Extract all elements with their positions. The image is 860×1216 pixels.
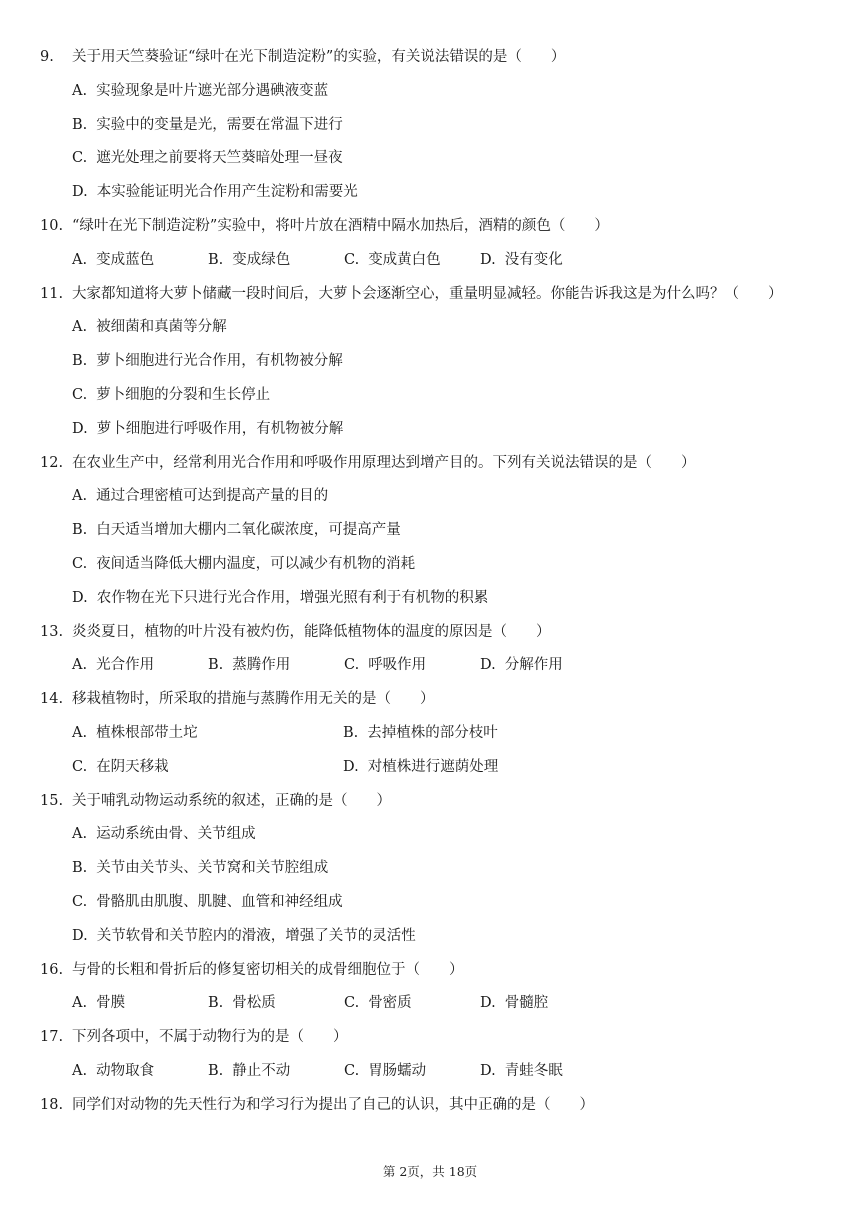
option-d (480, 654, 616, 676)
question-text: 下列各项中，不属于动物行为的是（ ） (72, 1029, 348, 1046)
option-line (40, 891, 816, 925)
question-11 (40, 283, 816, 452)
option-text: 萝卜细胞进行呼吸作用，有机物被分解 (96, 420, 344, 437)
option-letter: D. (72, 420, 88, 437)
option-letter: B. (72, 353, 88, 370)
option-text: 分解作用 (504, 657, 563, 674)
question-9 (40, 46, 816, 215)
option-letter: D. (72, 184, 88, 201)
option-text: 光合作用 (96, 657, 155, 674)
option-a (72, 80, 328, 102)
option-text: 被细菌和真菌等分解 (96, 319, 227, 336)
option-text: 通过合理密植可达到提高产量的目的 (96, 488, 329, 505)
option-line (40, 418, 816, 452)
option-d (72, 418, 343, 440)
option-line (40, 857, 816, 891)
option-text: 骨骼肌由肌腹、肌腱、血管和神经组成 (96, 893, 343, 910)
option-c (72, 147, 343, 169)
option-letter: C. (72, 150, 88, 167)
option-text: 夜间适当降低大棚内温度，可以减少有机物的消耗 (96, 555, 416, 572)
option-c (72, 384, 270, 406)
option-text: 运动系统由骨、关节组成 (96, 826, 256, 843)
option-line (40, 485, 816, 519)
option-letter: B. (208, 657, 224, 674)
option-text: 萝卜细胞进行光合作用，有机物被分解 (96, 353, 343, 370)
page-number-footer: 第 2页，共 18页 (382, 1164, 478, 1179)
option-b (208, 992, 344, 1014)
option-c (72, 553, 415, 575)
option-d (480, 992, 616, 1014)
question-stem (40, 46, 816, 80)
option-text: 白天适当增加大棚内二氧化碳浓度，可提高产量 (96, 522, 401, 539)
option-text: 青蛙冬眠 (504, 1062, 563, 1079)
option-letter: A. (72, 488, 88, 505)
question-15 (40, 790, 816, 959)
option-b (72, 114, 343, 136)
question-stem (40, 688, 816, 722)
option-line (40, 181, 816, 215)
option-letter: C. (344, 251, 360, 268)
option-text: 静止不动 (232, 1062, 291, 1079)
question-16 (40, 959, 816, 1027)
question-number: 9. (40, 49, 54, 65)
option-text: 关节由关节头、关节窝和关节腔组成 (96, 860, 329, 877)
option-c (72, 891, 343, 913)
question-number: 17. (40, 1029, 64, 1046)
option-letter: C. (72, 758, 88, 775)
question-text: 关于哺乳动物运动系统的叙述，正确的是（ ） (72, 792, 391, 809)
question-number: 11. (40, 285, 64, 302)
option-letter: B. (208, 251, 224, 268)
option-c (344, 249, 480, 271)
option-text: 本实验能证明光合作用产生淀粉和需要光 (96, 184, 358, 201)
question-13 (40, 621, 816, 689)
option-letter: D. (72, 927, 88, 944)
option-b (343, 722, 614, 744)
option-line (40, 756, 816, 790)
option-text: 遮光处理之前要将天竺葵暗处理一昼夜 (96, 150, 343, 167)
question-12 (40, 452, 816, 621)
option-text: 骨密质 (368, 995, 412, 1012)
option-text: 变成蓝色 (96, 251, 155, 268)
option-letter: B. (343, 724, 359, 741)
question-stem (40, 452, 816, 486)
option-letter: A. (72, 82, 88, 99)
option-letter: C. (72, 893, 88, 910)
option-line (40, 350, 816, 384)
option-text: 骨髓腔 (504, 995, 549, 1012)
option-line (40, 80, 816, 114)
question-text: 在农业生产中，经常利用光合作用和呼吸作用原理达到增产目的。下列有关说法错误的是（ ） (72, 454, 696, 471)
option-letter: C. (344, 995, 360, 1012)
question-text: 移栽植物时，所采取的措施与蒸腾作用无关的是（ ） (72, 691, 435, 708)
option-a (72, 654, 208, 676)
option-a (72, 485, 328, 507)
question-number: 14. (40, 691, 64, 708)
question-text: “绿叶在光下制造淀粉”实验中，将叶片放在酒精中隔水加热后，酒精的颜色（ ） (72, 217, 609, 234)
question-number: 13. (40, 623, 64, 640)
option-line (40, 722, 816, 756)
option-letter: B. (72, 522, 88, 539)
option-text: 关节软骨和关节腔内的滑液，增强了关节的灵活性 (96, 927, 416, 944)
question-number: 12. (40, 454, 64, 471)
question-17 (40, 1026, 816, 1094)
question-text: 关于用天竺葵验证“绿叶在光下制造淀粉”的实验，有关说法错误的是（ ） (72, 49, 566, 65)
option-a (72, 316, 227, 338)
option-letter: B. (72, 116, 88, 133)
option-line (40, 147, 816, 181)
option-letter: A. (72, 1062, 88, 1079)
option-line (40, 519, 816, 553)
option-text: 实验现象是叶片遮光部分遇碘液变蓝 (96, 82, 329, 99)
option-letter: A. (72, 319, 88, 336)
option-text: 胃肠蠕动 (368, 1062, 427, 1079)
option-letter: C. (72, 386, 88, 403)
option-text: 实验中的变量是光，需要在常温下进行 (96, 116, 343, 133)
option-d (480, 249, 616, 271)
option-line (40, 384, 816, 418)
option-text: 去掉植株的部分枝叶 (367, 724, 498, 741)
option-letter: D. (480, 657, 496, 674)
option-line (40, 925, 816, 959)
option-c (344, 992, 480, 1014)
question-number: 18. (40, 1096, 64, 1113)
option-letter: A. (72, 251, 88, 268)
option-text: 变成绿色 (232, 251, 291, 268)
option-letter: D. (343, 758, 359, 775)
question-stem (40, 959, 816, 993)
option-letter: B. (208, 995, 224, 1012)
option-line (40, 249, 816, 283)
option-d (480, 1060, 616, 1082)
option-text: 植株根部带土坨 (96, 724, 198, 741)
option-text: 萝卜细胞的分裂和生长停止 (96, 386, 271, 403)
question-stem (40, 1026, 816, 1060)
option-letter: D. (72, 589, 88, 606)
option-line (40, 587, 816, 621)
question-number: 16. (40, 961, 64, 978)
option-b (208, 1060, 344, 1082)
option-c (344, 654, 480, 676)
option-b (72, 857, 328, 879)
option-text: 骨松质 (232, 995, 276, 1012)
option-b (72, 519, 401, 541)
option-line (40, 823, 816, 857)
option-letter: D. (480, 1062, 496, 1079)
option-a (72, 823, 256, 845)
option-d (72, 181, 358, 203)
option-text: 变成黄白色 (368, 251, 441, 268)
option-line (40, 316, 816, 350)
option-a (72, 249, 208, 271)
option-letter: A. (72, 995, 88, 1012)
question-stem (40, 621, 816, 655)
question-18 (40, 1094, 816, 1128)
question-text: 同学们对动物的先天性行为和学习行为提出了自己的认识，其中正确的是（ ） (72, 1096, 594, 1113)
option-letter: B. (208, 1062, 224, 1079)
option-text: 在阴天移栽 (96, 758, 169, 775)
option-line (40, 1060, 816, 1094)
option-text: 呼吸作用 (368, 657, 427, 674)
question-stem (40, 1094, 816, 1128)
option-b (208, 654, 344, 676)
option-letter: D. (480, 251, 496, 268)
option-line (40, 992, 816, 1026)
option-a (72, 722, 343, 744)
option-d (72, 587, 488, 609)
option-b (208, 249, 344, 271)
question-stem (40, 215, 816, 249)
option-c (344, 1060, 480, 1082)
option-text: 对植株进行遮荫处理 (367, 758, 499, 775)
option-a (72, 1060, 208, 1082)
option-c (72, 756, 343, 778)
option-b (72, 350, 343, 372)
question-stem (40, 790, 816, 824)
question-text: 大家都知道将大萝卜储藏一段时间后，大萝卜会逐渐空心，重量明显减轻。你能告诉我这是为什么吗？（ ） (72, 285, 783, 302)
option-line (40, 654, 816, 688)
question-14 (40, 688, 816, 789)
question-number: 15. (40, 792, 64, 809)
option-line (40, 553, 816, 587)
option-letter: C. (72, 555, 88, 572)
question-text: 炎炎夏日，植物的叶片没有被灼伤，能降低植物体的温度的原因是（ ） (72, 623, 551, 640)
option-letter: C. (344, 657, 360, 674)
question-number: 10. (40, 217, 64, 234)
question-10 (40, 215, 816, 283)
option-d (343, 756, 614, 778)
option-text: 蒸腾作用 (232, 657, 291, 674)
option-letter: C. (344, 1062, 360, 1079)
option-text: 没有变化 (504, 251, 563, 268)
option-d (72, 925, 416, 947)
option-text: 动物取食 (96, 1062, 155, 1079)
question-text: 与骨的长粗和骨折后的修复密切相关的成骨细胞位于（ ） (72, 961, 464, 978)
question-stem (40, 283, 816, 317)
option-letter: D. (480, 995, 496, 1012)
option-a (72, 992, 208, 1014)
option-letter: A. (72, 826, 88, 843)
option-text: 农作物在光下只进行光合作用，增强光照有利于有机物的积累 (96, 589, 489, 606)
option-letter: A. (72, 724, 88, 741)
option-text: 骨膜 (96, 995, 126, 1012)
option-letter: A. (72, 657, 88, 674)
option-line (40, 114, 816, 148)
option-letter: B. (72, 860, 88, 877)
